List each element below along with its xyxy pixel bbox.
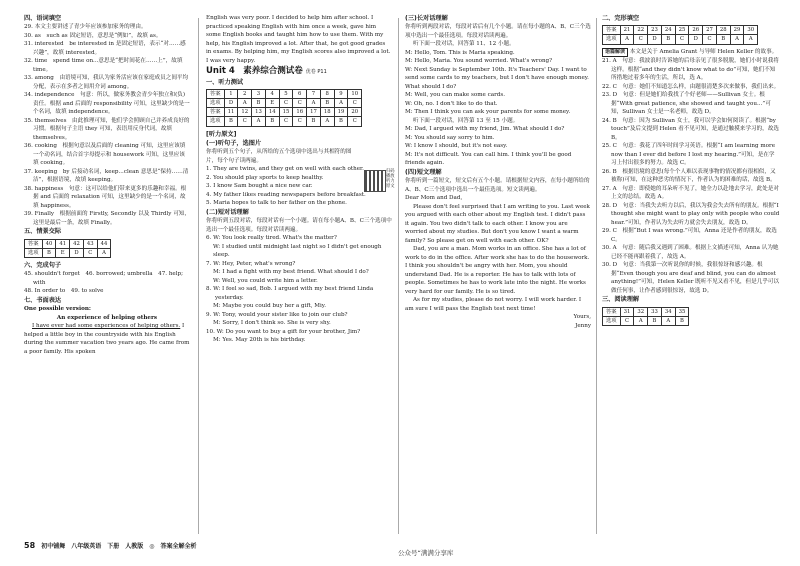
letter-closing: Yours, [573,314,591,321]
table-cell: 44 [97,239,111,248]
table-cell: A [307,99,321,108]
column-1 [24,14,190,356]
table-cell: B [334,117,348,126]
table-cell: B [42,248,56,257]
answer-item: 34. independence 句意：所以，做家务教会青少年独立和(负)责任。根据 and 后面的 responsibility 可知，这里缺少的是一个名词，故填 independence。 [24,92,190,116]
script-line: M: Hello, Tom. This is Maria speaking. [405,49,515,56]
qr-caption: 扫码播放听力原文 [386,169,395,189]
table-cell: 4 [265,90,279,99]
table-cell: 答案 [207,90,225,99]
page-footer [24,541,196,550]
listening-answer-table [206,89,362,126]
part-instructions: 你将听到五段对话，每段对话有一个小题。请在每小题A、B、C三个选项中选出一个最佳选项。每段对话读两遍。 [206,218,392,233]
table-cell: 2 [238,90,252,99]
table-cell: B [716,35,730,44]
table-cell: B [320,99,334,108]
table-cell: 42 [70,239,84,248]
essay-paragraph [24,322,190,356]
page-number: 58 [24,541,36,550]
answer-item: 21. A 句意：我波浪时告诉她的后母亲见了很多脱脱，她们小时说我将这样。根据“and they didn't know what to do”可知，她们不知所措地过着多年的生活，所以，选 A。 [602,58,779,82]
script-line: W: I know I should, but it's not easy. [405,143,508,150]
section-heading: 二、完形填空 [602,15,640,22]
script-line: 1. They are twins, and they get on well with each other. [206,166,364,173]
table-cell: B [307,117,321,126]
table-cell: 31 [620,307,634,316]
table-cell: C [348,99,362,108]
table-cell: 选项 [25,248,43,257]
section-heading: 四、语词填空 [24,15,62,22]
table-cell: C [675,35,689,44]
column-3 [405,14,591,330]
table-cell: 25 [675,26,689,35]
table-cell: 15 [279,108,293,117]
table-cell: B [648,316,662,325]
script-line: M: Well, you can make some cards. [405,92,506,99]
table-cell: 24 [661,26,675,35]
script-line: 7. W: Hey, Peter, what's wrong? [206,260,296,267]
answer-item: 22. C 句意：她们不知道怎么样，由题很清楚多次来做事，我们出来。 [602,83,780,90]
table-cell: 43 [83,239,97,248]
passage-label: 语篇解读 [602,48,628,58]
section-heading: 五、情景交际 [24,228,62,236]
answer-item: 26. B 根据语境的意思(每个个人难以表现事物的情况都有很相似，又被称)可知，在这种恶劣的情况下，作者认为的困难的话，故选 B。 [602,168,776,184]
table-cell: 32 [634,307,648,316]
essay-continuation: English was very poor. I decided to help him after school. I practiced speaking English with him once a week, gave him some English books and taught him how to use them. With my help, his English improved a lot. After that, he got good grades in exams. By helping him, my English scores also improved a lot. I was very happy. [206,15,391,64]
answer-item: 30. D 句意：当我第一次听说你的时候，我很惊讶和感兴趣。根据“Even though you are deaf and blind, you can do almost anything!”可知，Helen Keller 既听不见又看不见，但是几乎可以做任何事，让作者感到很惊讶，故选 D。 [602,262,780,294]
section-heading: 一、听力测试 [206,78,244,86]
table-cell: C [279,117,293,126]
table-cell: A [252,117,266,126]
section-heading: 六、完成句子 [24,261,62,269]
script-line: M: You should say sorry to him. [405,134,495,141]
table-cell: 27 [703,26,717,35]
qr-code-icon[interactable] [364,170,386,192]
answer-item: 30. A 句意：随后我又遇到了困难。根据上文描述可知，Anna 认为她已经不能再跟着我了，故选 A。 [602,245,779,260]
script-line: W: Oh, no. I don't like to do that. [405,100,498,107]
table-cell: A [320,117,334,126]
part-heading: (三)长对话理解 [405,15,448,22]
table-cell: 6 [293,90,307,99]
script-line: M: Then I think you can ask your parents for some money. [405,109,571,116]
passage-summary [602,48,780,58]
table-cell: 35 [675,307,689,316]
letter-paragraph: Dad, you are a man. Mom works in an office. She has a lot of work to do in the office. After work she has to do the housework. I think you shouldn't be angry with her. Mom, you should understand Dad. He is a reporter. He has to talk with lots of people. Sometimes he has to work late into the night. He works very hard for our family. He is so tired. [405,246,590,295]
answer-item: 31. interested be interested in 是固定短语，表示“对……感兴趣”，故填 interested。 [24,41,186,56]
script-line: 3. I know Sam bought a nice new car. [206,183,313,190]
table-cell: A [744,35,758,44]
table-cell: 12 [238,108,252,117]
letter-paragraph: Please don't feel surprised that I am writing to you. Last week you argued with each other about my English test. I didn't pass it again. You two didn't talk to each other. I know you are worried about my studies. But don't you know I want a warm family? So please get on well with each other. OK? [405,203,590,244]
table-cell: B [265,117,279,126]
part-instructions: 你将听到五个句子，从所给的五个选项中选出与其相符的图片，每个句子读两遍。 [206,149,352,164]
table-cell: 9 [334,90,348,99]
table-cell: 23 [648,26,662,35]
table-cell: 选项 [207,99,225,108]
table-cell: 26 [689,26,703,35]
table-cell: C [634,35,648,44]
table-cell: C [293,117,307,126]
answer-item: 28. D 句意：当我失去听力以后，我以为我会失去所有的朋友。根据“I thought she might want to play only with people who could hear.”可知，作者认为失去听力就会失去朋友，故选 D。 [602,202,780,226]
script-line: M: Sorry, I don't think so. She is very shy. [213,320,331,327]
table-cell: 18 [320,108,334,117]
book-title: 初中铺舞 八年级英语 下册 人教版 ◎ 答案全解全析 [41,543,197,550]
unit-page-ref: 优卷 P11 [305,69,327,75]
letter-greeting: Dear Mom and Dad, [405,195,463,202]
section-heading: 三、阅读理解 [602,296,640,304]
table-cell: 1 [224,90,238,99]
answer-item: 25. C 句意：我花了四年时间学习英语。根据“I am learning more now than I ever did before I lost my hearing.”可知，是在学习上付出很多的努力。故选 C。 [602,143,776,167]
table-cell: 20 [348,108,362,117]
table-cell: B [661,35,675,44]
table-cell: B [224,117,238,126]
table-cell: A [334,99,348,108]
script-line: M: Yes. May 20th is his birthday. [213,337,306,344]
table-cell: 28 [716,26,730,35]
table-cell: C [703,35,717,44]
table-cell: A [620,35,634,44]
table-cell: 11 [224,108,238,117]
table-cell: 3 [252,90,266,99]
script-line: W: Well, you could write him a letter. [213,277,318,284]
table-cell: A [661,316,675,325]
answer-item: 48. In order to 49. to solve [24,288,104,295]
table-cell: C [238,117,252,126]
script-line: M: Hello, Maria. You sound worried. What's wrong? [405,58,553,65]
script-line: M: It's not difficult. You can call him. I think you'll be good friends again. [405,151,572,167]
table-cell: 19 [334,108,348,117]
table-cell: B [675,316,689,325]
column-divider [596,18,597,534]
table-cell: D [224,99,238,108]
part-heading: (四)短文理解 [405,168,442,176]
unit-title-text: Unit 4 素养综合测试卷 [206,66,303,76]
answer-table [24,239,111,258]
script-line: 5. Maria hopes to talk to her father on the phone. [206,200,347,207]
part-instructions: 你将听到两段对话，每段对话后有几个小题。请在每小题的A、B、C三个选项中选出一个最佳选项。每段对话读两遍。 [405,24,591,39]
table-cell: 34 [661,307,675,316]
table-cell: C [279,99,293,108]
section-heading: 七、书面表达 [24,296,62,304]
table-cell: 21 [620,26,634,35]
essay-text: I helped a little boy in the countryside with his English during the summer vacation two years ago. He came from a poor family. His spoken [24,323,190,355]
reading-answer-table [602,307,689,326]
table-cell: D [689,35,703,44]
part-subheading: 听下面一段对话，回答第 11、12 小题。 [413,41,515,48]
table-cell: 答案 [603,307,621,316]
answer-item: 39. Finally 根据前面的 Firstly, Secondly 以及 Thirdly 可知，这里是最后一条，故填 Finally。 [24,211,190,226]
watermark-text: 公众号“满满分享库 [398,549,454,557]
answer-item: 29. 本文主要讲述了青少年应该参加家务的理由。 [24,24,147,31]
table-cell: B [252,99,266,108]
script-line: W: Next Sunday is September 10th. It's Teachers' Day. I want to send some cards to my teachers, but I don't have enough money. What should I do? [405,66,589,90]
essay-title: An experience of helping others [56,314,158,321]
answer-item: 23. D 句意：但是她们给我找了个好老师——Sullivan 女士。根据“With great patience, she showed and taught you...”可知，Sullivan 女士是一名老师，故选 D。 [602,92,771,116]
table-cell: C [348,117,362,126]
answer-item: 36. cooking 根据句意以及后面的 cleaning 可知，这里应该填一个动名词，结合首字母提示和 housework 可知，这里应该填 cooking。 [24,143,186,167]
script-line: 10. W: Do you want to buy a gift for your brother, Jim? [206,328,361,335]
listening-script-label: [听力原文] [206,130,237,138]
table-cell: E [265,99,279,108]
version-label: One possible version: [24,306,91,313]
letter-signature: Jenny [575,322,591,329]
part-instructions: 你将听到一篇短文，短文后有五个小题。请根据短文内容，在每小题所给的A、B、C三个选项中选出一个最佳选项。短文读两遍。 [405,178,590,193]
script-line: W: I studied until midnight last night so I didn't get enough sleep. [213,243,382,259]
table-cell: 5 [279,90,293,99]
essay-topic-sentence: I have ever had some experiences of helping others. [32,323,181,330]
table-cell: 答案 [25,239,43,248]
part-heading: (二)短对话理解 [206,208,249,216]
table-cell: A [634,316,648,325]
part-subheading: 听下面一段对话，回答第 13 至 15 小题。 [413,117,519,124]
answer-item: 45. shouldn't forget 46. borrowed; umbrella 47. help; with [24,271,183,286]
answer-item: 33. among 由语境可知，我认为家务活应该在家庭成员之间平均分配，表示在多者之间用介词 among。 [24,75,189,90]
script-line: 6. W: You look really tired. What's the matter? [206,235,337,242]
answer-item: 37. keeping by 后接动名词，keep...clean 意思是“保持……清洁”，根据语境，故填 keeping。 [24,168,189,184]
answer-item: 24. B 句意：因为 Sullivan 女士，我可以学会如何阅读了。根据“by touch”及后文提到 Helen 看不见可知，是通过触摸来学习的，故选 B。 [602,117,779,141]
table-cell: 22 [634,26,648,35]
table-cell: A [97,248,111,257]
script-line: 9. W: Tony, would your sister like to join our club? [206,311,348,318]
script-line: 8. W: I feel so sad, Bob. I argued with my best friend Linda yesterday. [206,286,374,301]
table-cell: 答案 [603,26,621,35]
table-cell: 29 [730,26,744,35]
table-cell: A [730,35,744,44]
script-line: 2. You should play sports to keep healthy. [206,174,324,181]
table-cell: 14 [265,108,279,117]
table-cell: 40 [42,239,56,248]
answer-item: 27. A 句意：即使她的耳朵听不见了，她全力以赴地去学习，此处是对上文的总结。故选 A。 [602,185,779,201]
table-cell: 33 [648,307,662,316]
table-cell: A [238,99,252,108]
script-line: M: Dad, I argued with my friend, Jim. What should I do? [405,126,565,133]
passage-summary-text: 本文是关于 Amelia Grant 与导师 Helen Keller 的故事。 [629,48,778,55]
column-divider [198,18,199,534]
table-cell: C [620,316,634,325]
script-line: M: I had a fight with my best friend. What should I do? [213,269,369,276]
table-cell: 选项 [603,316,621,325]
table-cell: E [56,248,70,257]
script-line: M: Maybe you could buy her a gift, Miy. [213,303,326,310]
table-cell: 答案 [207,108,225,117]
cloze-answer-table [602,25,758,44]
part-heading: (一)听句子，选图片 [206,139,262,147]
table-cell: 7 [307,90,321,99]
table-cell: C [293,99,307,108]
table-cell: D [70,248,84,257]
answer-item: 38. happiness 句意：这可以给他们带来更多的乐趣和幸福。根据 and 后面的 relaxation 可知，这里缺少的是一个名词，故填 happiness。 [24,185,187,209]
table-cell: 13 [252,108,266,117]
table-cell: 30 [744,26,758,35]
table-cell: 41 [56,239,70,248]
table-cell: D [648,35,662,44]
unit-title [206,65,392,78]
letter-paragraph: As for my studies, please do not worry. I will work harder. I am sure I will pass the English test next time! [405,297,582,312]
table-cell: 10 [348,90,362,99]
column-4 [602,14,780,329]
table-cell: 8 [320,90,334,99]
table-cell: C [83,248,97,257]
table-cell: 16 [293,108,307,117]
column-divider [398,18,399,534]
answer-item: 30. as such as 固定短语，意思是“例如”，故填 as。 [24,32,162,39]
answer-item: 35. themselves 由此推理可知，他们学会照顾自己并养成良好的习惯。根据句子主语 they 可知，表语用反身代词，故填 themselves。 [24,117,190,141]
table-cell: 选项 [207,117,225,126]
table-cell: 选项 [603,35,621,44]
answer-item: 32. time spend time on...意思是“把时间花在……上”，故填 time。 [24,58,183,73]
script-line: 4. My father likes reading newspapers before breakfast. [206,191,366,198]
answer-item: 29. C 根据“But I was wrong.”可知，Anna 还是作者的朋友，故选 C。 [602,228,777,243]
table-cell: 17 [307,108,321,117]
